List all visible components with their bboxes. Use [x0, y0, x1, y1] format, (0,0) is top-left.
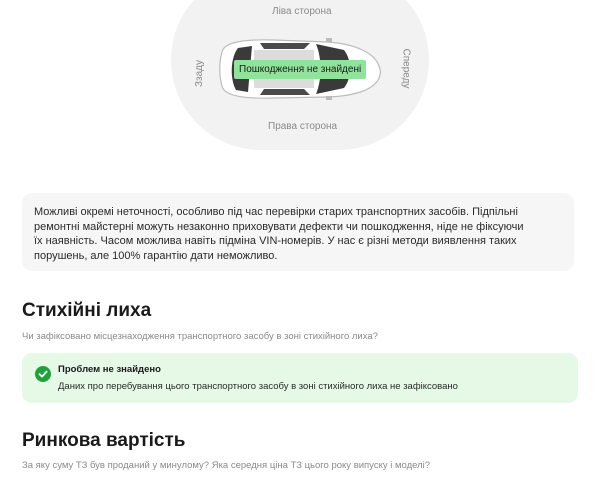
left-side-label: Ліва сторона — [272, 6, 332, 17]
disasters-result-card — [22, 353, 578, 403]
back-side-label: Ззаду — [194, 59, 206, 88]
market-value-question: За яку суму ТЗ був проданий у минулому? Яка середня ціна ТЗ цього року випуску і моделі? — [22, 460, 431, 471]
disasters-question: Чи зафіксовано місцезнаходження транспортного засобу в зоні стихійного лиха? — [22, 331, 378, 342]
right-side-label: Права сторона — [268, 121, 338, 132]
front-side-label: Спереду — [400, 48, 412, 89]
disasters-title: Стихійні лиха — [22, 300, 152, 321]
disasters-result-text: Даних про перебування цього транспортного засобу в зоні стихійного лиха не зафіксовано — [58, 381, 458, 392]
market-value-title: Ринкова вартість — [22, 430, 186, 451]
check-circle-icon — [35, 366, 51, 382]
disasters-result-title: Проблем не знайдено — [58, 364, 161, 375]
damage-status-badge: Пошкодження не знайдені — [234, 60, 366, 79]
accuracy-notice — [22, 193, 574, 271]
notice-text: Можливі окремі неточності, особливо під час перевірки старих транспортних засобів. Підпільні ремонтні майстерні можуть незаконно приховувати дефекти чи пошкодження, ніде не фіксуючи їх наявність. Часом можлива навіть підміна VIN-номерів. У нас є різні методи виявлення таких порушень, але 100% гарантію дати неможливо. — [34, 206, 524, 262]
